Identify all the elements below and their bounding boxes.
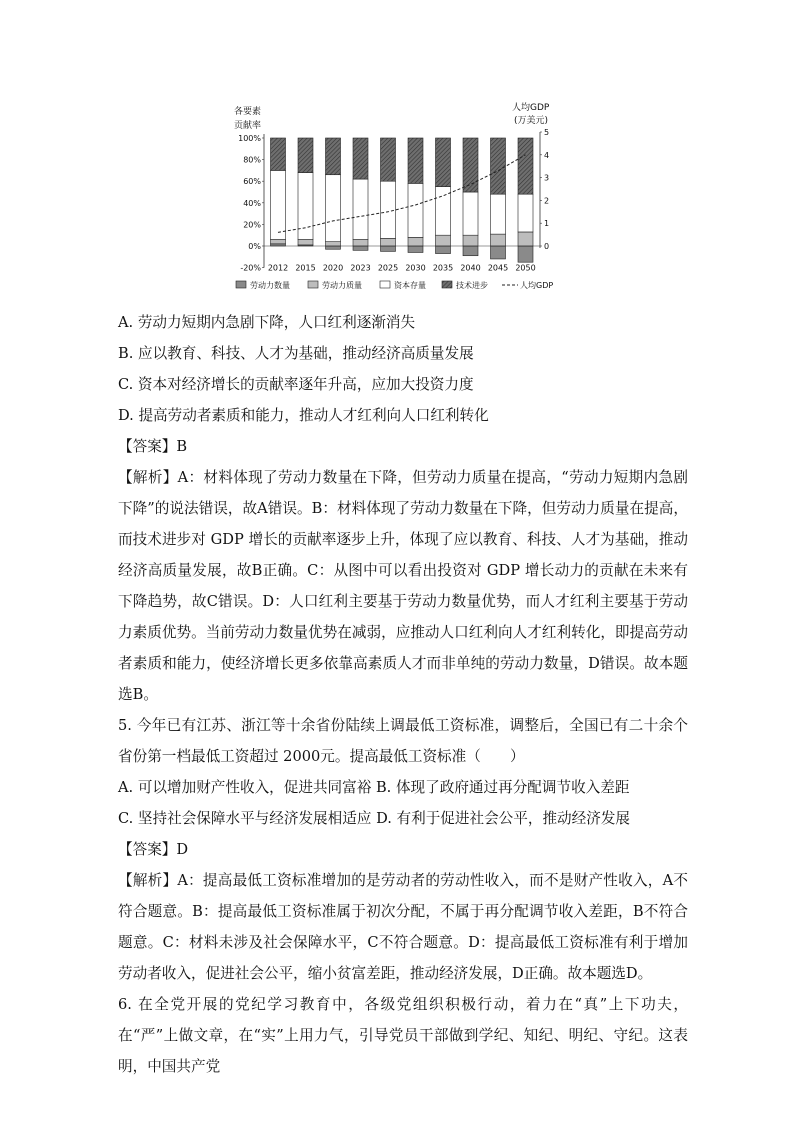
legend-label: 劳动力质量 xyxy=(322,281,362,290)
legend-label: 劳动力数量 xyxy=(250,281,290,290)
option-d: D. 提高劳动者素质和能力，推动人才红利向人口红利转化 xyxy=(118,407,489,424)
legend-swatch xyxy=(236,281,246,288)
bar-segment-1 xyxy=(381,238,396,246)
right-tick-label: 3 xyxy=(544,173,550,183)
legend-label: 人均GDP xyxy=(520,281,554,290)
right-tick-label: 0 xyxy=(544,242,550,251)
category-label: 2040 xyxy=(460,263,481,273)
bar-segment-2 xyxy=(353,179,368,239)
bar-segment-0 xyxy=(381,246,396,251)
bar-segment-0 xyxy=(353,246,368,250)
right-axis-title-line1: 人均GDP xyxy=(512,103,550,113)
left-tick-label: 60% xyxy=(243,177,261,187)
bar-segment-0 xyxy=(518,246,533,262)
bar-segment-2 xyxy=(518,194,533,232)
bar-segment-2 xyxy=(463,192,478,235)
bar-segment-3 xyxy=(518,138,533,194)
bar-segment-0 xyxy=(436,246,451,254)
left-axis-ticks xyxy=(238,134,264,273)
bar-segment-3 xyxy=(271,138,286,170)
bar-segment-3 xyxy=(436,138,451,187)
chart-legend xyxy=(236,280,553,290)
bar-segment-3 xyxy=(326,138,341,175)
left-tick-label: 20% xyxy=(243,220,261,230)
right-axis-ticks xyxy=(540,128,549,251)
option-c: C. 资本对经济增长的贡献率逐年升高，应加大投资力度 xyxy=(118,376,474,393)
category-label: 2035 xyxy=(432,263,454,273)
bar-segment-2 xyxy=(381,181,396,238)
bar-segment-3 xyxy=(353,138,368,179)
question-6: 6. 在全党开展的党纪学习教育中，各级党组织积极行动，着力在“真”上下功夫，在“严”上做文章，在“实”上用力气，引导党员干部做到学纪、知纪、明纪、守纪。这表明，中国共产党 xyxy=(118,996,688,1075)
analysis-q5: 【解析】A：提高最低工资标准增加的是劳动者的劳动性收入，而不是财产性收入，A不符合题意。B：提高最低工资标准属于初次分配，不属于再分配调节收入差距，B不符合题意。C：材料未涉及社会保障水平，C不符合题意。D：提高最低工资标准有利于增加劳动者收入，促进社会公平，缩小贫富差距，推动经济发展，D正确。故本题选D。 xyxy=(118,872,688,982)
option-b: B. 应以教育、科技、人才为基础，推动经济高质量发展 xyxy=(118,345,474,362)
bar-segment-2 xyxy=(326,175,341,242)
category-labels xyxy=(268,264,536,273)
bar-segment-0 xyxy=(408,246,423,252)
bar-segment-1 xyxy=(436,235,451,246)
right-axis-title-line2: (万美元) xyxy=(514,116,549,126)
question-content xyxy=(118,307,688,1082)
bar-segment-3 xyxy=(298,138,313,173)
category-label: 2023 xyxy=(350,263,371,273)
category-label: 2020 xyxy=(322,263,344,273)
bar-segment-0 xyxy=(271,244,286,246)
bar-segment-0 xyxy=(326,246,341,249)
left-tick-label: 100% xyxy=(238,134,261,143)
factor-contribution-chart xyxy=(228,98,568,298)
bar-segment-2 xyxy=(491,194,506,234)
bar-segment-2 xyxy=(271,170,286,239)
bar-segment-1 xyxy=(326,242,341,246)
bar-segment-3 xyxy=(381,138,396,181)
question-5: 5. 今年已有江苏、浙江等十余省份陆续上调最低工资标准，调整后，全国已有二十余个省份第一档最低工资超过 2000元。提高最低工资标准（ ） xyxy=(118,717,688,765)
left-tick-label: -20% xyxy=(240,263,261,273)
left-tick-label: 80% xyxy=(243,155,261,165)
left-tick-label: 0% xyxy=(248,242,261,251)
bar-segment-1 xyxy=(518,232,533,246)
bar-segment-3 xyxy=(491,138,506,194)
bar-segment-1 xyxy=(353,240,368,246)
left-axis-title-line2: 贡献率 xyxy=(234,121,262,131)
category-label: 2015 xyxy=(295,263,316,273)
q5-options-cd: C. 坚持社会保障水平与经济发展相适应 D. 有利于促进社会公平，推动经济发展 xyxy=(118,810,631,827)
bar-segment-1 xyxy=(491,234,506,246)
analysis-q4: 【解析】A：材料体现了劳动力数量在下降，但劳动力质量在提高，“劳动力短期内急剧下降”的说法错误，故A错误。B：材料体现了劳动力数量在下降，但劳动力质量在提高，而技术进步对 GDP 增长的贡献率逐步上升，体现了应以教育、科技、人才为基础，推动经济高质量发展，故B正确。C：从图中可以看出投资对 GDP 增长动力的贡献在未来有下降趋势，故C错误。D：人口红利主要基于劳动力数量优势，而人才红利主要基于劳动力素质优势。当前劳动力数量优势在减弱，应推动人口红利向人才红利转化，即提高劳动者素质和能力，使经济增长更多依靠高素质人才而非单纯的劳动力数量，D错误。故本题选B。 xyxy=(118,469,688,703)
answer-q4: 【答案】B xyxy=(118,438,188,455)
answer-q5: 【答案】D xyxy=(118,841,189,858)
bar-segment-3 xyxy=(463,138,478,192)
right-tick-label: 2 xyxy=(544,196,550,206)
bar-segment-2 xyxy=(436,187,451,236)
q5-options-ab: A. 可以增加财产性收入，促进共同富裕 B. 体现了政府通过再分配调节收入差距 xyxy=(118,779,630,796)
bar-segment-0 xyxy=(463,246,478,256)
bar-segment-2 xyxy=(408,183,423,237)
category-label: 2025 xyxy=(377,263,399,273)
legend-swatch xyxy=(380,281,390,288)
bar-segment-0 xyxy=(491,246,506,259)
category-label: 2030 xyxy=(405,263,426,273)
category-label: 2012 xyxy=(267,263,289,273)
legend-label: 技术进步 xyxy=(456,281,488,290)
bar-segment-1 xyxy=(463,235,478,246)
category-label: 2050 xyxy=(515,263,536,273)
left-tick-label: 40% xyxy=(243,198,261,208)
chart-svg xyxy=(228,98,568,298)
option-a: A. 劳动力短期内急剧下降，人口红利逐渐消失 xyxy=(118,314,416,331)
legend-label: 资本存量 xyxy=(394,281,426,290)
right-tick-label: 5 xyxy=(544,128,550,137)
legend-swatch xyxy=(308,281,318,288)
bar-segment-3 xyxy=(408,138,423,183)
bar-segment-1 xyxy=(271,240,286,244)
right-tick-label: 1 xyxy=(544,219,550,229)
category-label: 2045 xyxy=(487,263,509,273)
bar-segment-1 xyxy=(298,240,313,245)
bar-segment-1 xyxy=(408,237,423,246)
gdp-line xyxy=(278,155,526,233)
right-tick-label: 4 xyxy=(544,150,550,160)
left-axis-title-line1: 各要素 xyxy=(234,107,262,117)
bar-segment-2 xyxy=(298,173,313,240)
legend-swatch xyxy=(442,281,452,288)
bars-group xyxy=(271,138,534,262)
